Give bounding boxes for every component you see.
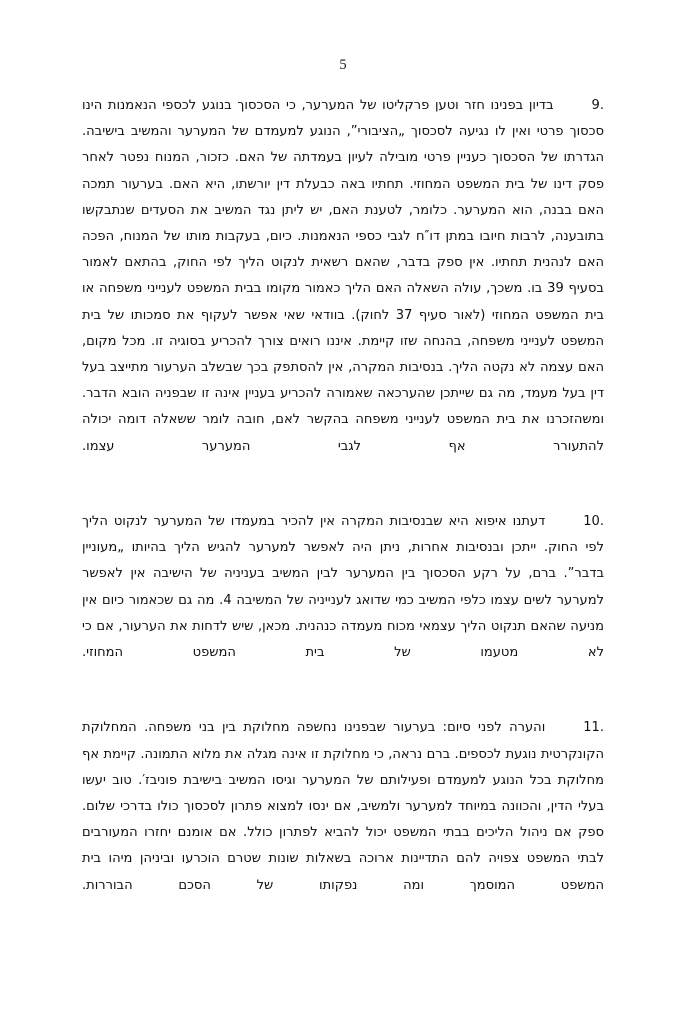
paragraph-text: דעתנו איפוא היא שבנסיבות המקרה אין להכיר במעמדו של המערער לנקוט הליך לפי החוק. ייתכן ובנסיבות אחרות, ניתן היה לאפשר למערער להגיש הליך בהיותו „מעוניין בדבר”. ברם, על רקע הסכסוך בין המערער לבין המשיב בעניניה של הישיבה אין לאפשר למערער לשים עצמו כלפי המשיב כמי שדואג לענייניה של המשיבה 4. מה גם שכאמור כיום אין מניעה שהאם תנקוט הליך עצמאי מכוח מעמדה כנהנית. מכאן, שיש לדחות את הערעור, אם כי לא מטעמו של בית המשפט המחוזי. xyxy=(82,514,605,661)
paragraph-text: והערה לפני סיום: בערעור שבפנינו נחשפה מחלוקת בין בני משפחה. המחלוקת הקונקרטית נוגעת לכספים. ברם נראה, כי מחלוקת זו אינה מגלה את מלוא התמונה. קיימת אף מחלוקת בכל הנוגע למעמדם ופעילותם של המערער וגיסו המשיב בישיבת פוניבז′. טוב יעשו בעלי הדין, והכוונה במיוחד למערער ולמשיב, אם ינסו למצוא פתרון לסכסוך כולו בדרכי שלום. ספק אם ניהול הליכים בבתי המשפט יכול להביא לפתרון כולל. אם אומנם יחזרו המעורבים לבתי המשפט צפויה להם התדיינות ארוכה בשאלות שונות שטרם הוכרעו וביניהן מיהו בית המשפט המוסמך ומה נפקותו של הסכם הבוררות. xyxy=(82,720,604,893)
paragraph-number: 11. xyxy=(583,720,604,736)
paragraph-number: 9. xyxy=(591,98,604,113)
numbered-paragraph-9 xyxy=(82,93,604,486)
paragraph-number: 10. xyxy=(583,514,604,530)
numbered-paragraph-10 xyxy=(82,509,604,692)
numbered-paragraph-11 xyxy=(82,715,604,925)
page-number: 5 xyxy=(339,57,347,73)
paragraph-text: בדיון בפנינו חזר וטען פרקליטו של המערער, כי הסכסוך בנוגע לכספי הנאמנות הינו סכסוך פרטי ואין לו נגיעה לסכסוך „הציבורי”, הנוגע למעמדם של המערער והמשיב בישיבה. הגדרתו של הסכסוך כעניין פרטי מובילה לעיון בעמדתה של האם. כזכור, המנוח נפטר לאחר פסק דינו של בית המשפט המחוזי. תחתיו באה כבעלת דין יורשתו, היא האם. בערעור תמכה האם בבנה, הוא המערער. כלומר, לטענת האם, יש ליתן נגד המשיב את הסעדים שנתבקשו בתובענה, לרבות חיובו במתן דו″ח לגבי כספי הנאמנות. כיום, בעקבות מותו של המנוח, הפכה האם לנהנית תחתיו. אין ספק בדבר, שהאם רשאית לנקוט הליך לפי החוק, בהתאם לאמור בסעיף 39 בו. משכך, עולה השאלה האם הליך כאמור מקומו בבית המשפט לענייני משפחה או בית המשפט המחוזי (לאור סעיף 37 לחוק). בוודאי שאי אפשר לעקוף את סמכותו של בית המשפט לענייני משפחה, בהנחה שזו קיימת. איננו רואים צורך להכריע בסוגיה זו. מכל מקום, האם עצמה לא נקטה הליך. בנסיבות המקרה, אין להסתפק בכך שבשלב הערעור מתייצב בעל דין בעל מעמד, מה גם שייתכן שהערכאה שאמורה להכריע בעניין אינה זו שבפניה הובא הדבר. ומשהזכרנו את בית המשפט לענייני משפחה בהקשר לאם, חובה לומר ששאלה דומה יכולה להתעורר אף לגבי המערער עצמו. xyxy=(82,98,605,454)
document-body xyxy=(82,93,604,925)
